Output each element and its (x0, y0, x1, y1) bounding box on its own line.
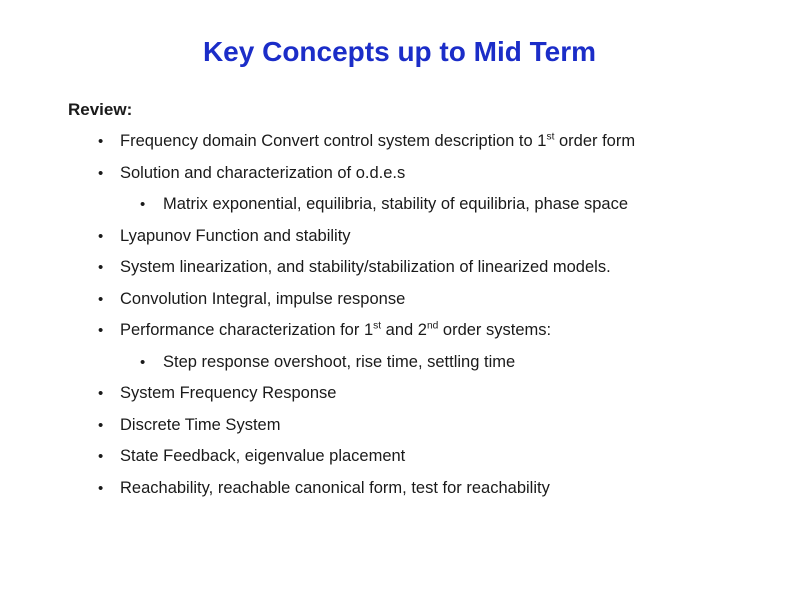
bullet-text: Step response overshoot, rise time, settling time (163, 352, 516, 371)
bullet-item (0, 221, 799, 253)
bullet-icon: • (140, 196, 146, 213)
bullet-item (0, 284, 799, 316)
bullet-icon: • (98, 322, 104, 339)
bullet-icon: • (98, 448, 104, 465)
sub-bullet-item (0, 189, 799, 221)
bullet-text: Matrix exponential, equilibria, stability of equilibria, phase space (163, 195, 629, 213)
bullet-icon: • (98, 133, 104, 150)
bullet-icon: • (98, 416, 104, 434)
bullet-text: Lyapunov Function and stability (120, 226, 351, 245)
bullet-text: Solution and characterization of o.d.e.s (120, 163, 406, 182)
bullet-item (0, 158, 799, 190)
bullet-text: System linearization, and stability/stabilization of linearized models. (120, 258, 611, 276)
bullet-item (0, 378, 799, 410)
bullet-item (0, 315, 799, 347)
bullet-item (0, 126, 799, 158)
bullet-icon: • (98, 259, 104, 276)
bullet-list (0, 126, 799, 504)
bullet-icon: • (98, 290, 104, 308)
bullet-text: State Feedback, eigenvalue placement (120, 447, 406, 465)
bullet-item (0, 252, 799, 284)
bullet-item (0, 441, 799, 473)
slide-body (0, 94, 799, 504)
bullet-icon: • (98, 227, 104, 245)
bullet-icon: • (98, 164, 104, 182)
bullet-item (0, 410, 799, 442)
bullet-text: Discrete Time System (120, 415, 281, 434)
slide-title: Key Concepts up to Mid Term (202, 36, 597, 67)
bullet-text: Performance characterization for 1st and 2nd order systems: (120, 320, 552, 339)
bullet-text: Reachability, reachable canonical form, test for reachability (120, 478, 550, 497)
bullet-icon: • (140, 353, 146, 371)
bullet-text: Frequency domain Convert control system description to 1st order form (120, 131, 636, 150)
review-heading: Review: (68, 100, 133, 119)
bullet-item (0, 473, 799, 505)
bullet-text: System Frequency Response (120, 384, 337, 402)
bullet-text: Convolution Integral, impulse response (120, 289, 406, 308)
bullet-icon: • (98, 479, 104, 497)
sub-bullet-item (0, 347, 799, 379)
bullet-icon: • (98, 385, 104, 402)
